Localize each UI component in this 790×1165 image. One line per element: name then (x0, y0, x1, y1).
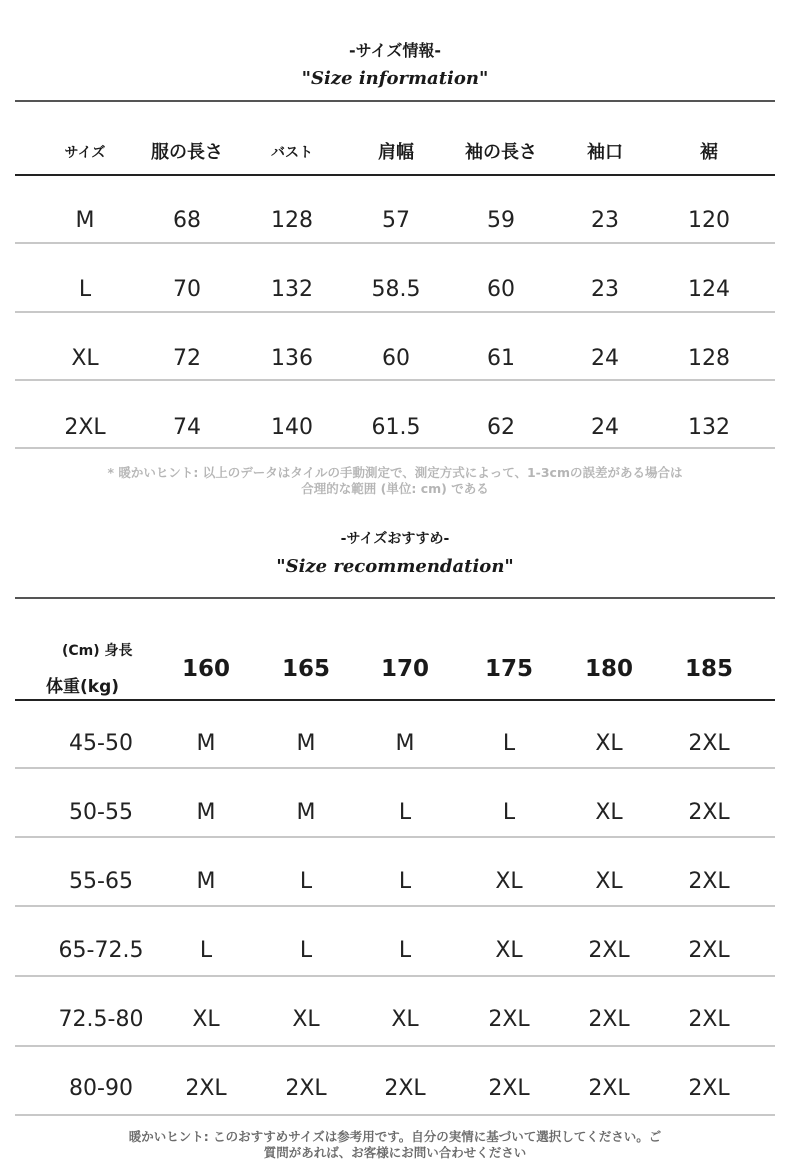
cell: 68 (173, 208, 201, 233)
cell: 132 (688, 415, 730, 440)
cell: L (398, 869, 412, 894)
cell: 2XL (688, 1007, 730, 1032)
cell: 61.5 (371, 415, 421, 440)
weight-range: 72.5-80 (58, 1007, 144, 1032)
height-180: 180 (584, 656, 634, 682)
cell: XL (595, 731, 623, 756)
cell: 60 (487, 277, 515, 302)
table-row (15, 339, 775, 379)
cell: 23 (591, 208, 619, 233)
cell: 24 (591, 346, 619, 371)
cell: 2XL (688, 800, 730, 825)
cell: XL (595, 869, 623, 894)
cell: L (299, 869, 313, 894)
cell: 2XL (688, 731, 730, 756)
cell: 2XL (588, 1007, 630, 1032)
cell: 132 (271, 277, 313, 302)
height-185: 185 (684, 656, 734, 682)
divider (15, 447, 775, 449)
cell: XL (71, 346, 99, 371)
cell: 2XL (64, 415, 106, 440)
cell: XL (391, 1007, 419, 1032)
size-info-note-line1: * 暖かいヒント: 以上のデータはタイルの手動測定で、測定方式によって、1-3cmの誤差がある場合は (107, 465, 683, 480)
cell: 136 (271, 346, 313, 371)
table-row (15, 931, 775, 971)
cell: 120 (688, 208, 730, 233)
cell: 24 (591, 415, 619, 440)
recommend-note-line1: 暖かいヒント: このおすすめサイズは参考用です。自分の実情に基づいて選択してください。ご (128, 1129, 662, 1144)
height-175: 175 (484, 656, 534, 682)
recommend-header-row (15, 649, 775, 689)
divider (15, 311, 775, 313)
cell: 61 (487, 346, 515, 371)
cell: XL (595, 800, 623, 825)
size-info-note-line2: 合理的な範囲 (単位: cm) である (301, 481, 489, 496)
header-size: サイズ (64, 145, 106, 161)
table-row (15, 201, 775, 241)
cell: M (196, 869, 216, 894)
size-info-header-row (15, 133, 775, 173)
divider (15, 905, 775, 907)
cell: M (75, 208, 95, 233)
cell: 62 (487, 415, 515, 440)
table-row (15, 862, 775, 902)
cell: M (296, 800, 316, 825)
cell: 2XL (588, 938, 630, 963)
divider (15, 379, 775, 381)
divider (15, 1045, 775, 1047)
cell: 2XL (688, 869, 730, 894)
recommend-title-jp: -サイズおすすめ- (340, 531, 450, 547)
table-row (15, 724, 775, 764)
cell: XL (292, 1007, 320, 1032)
header-bust: バスト (271, 145, 313, 161)
cell: L (502, 800, 516, 825)
cell: L (502, 731, 516, 756)
size-info-title-en: "Size information" (301, 68, 489, 89)
header-cuff: 袖口 (587, 142, 623, 163)
corner-weight-label: 体重(kg) (46, 677, 120, 697)
cell: L (398, 800, 412, 825)
divider (15, 242, 775, 244)
cell: M (196, 731, 216, 756)
cell: M (296, 731, 316, 756)
table-row (15, 1000, 775, 1040)
cell: 124 (688, 277, 730, 302)
cell: XL (495, 869, 523, 894)
cell: 23 (591, 277, 619, 302)
height-165: 165 (281, 656, 331, 682)
cell: 2XL (588, 1076, 630, 1101)
table-row (15, 408, 775, 448)
cell: 57 (382, 208, 410, 233)
cell: 59 (487, 208, 515, 233)
cell: 2XL (488, 1007, 530, 1032)
divider (15, 597, 775, 599)
divider (15, 100, 775, 102)
height-160: 160 (181, 656, 231, 682)
weight-range: 45-50 (69, 731, 133, 756)
table-row (15, 270, 775, 310)
cell: 2XL (488, 1076, 530, 1101)
recommend-title-en: "Size recommendation" (276, 556, 514, 577)
cell: 128 (688, 346, 730, 371)
divider (15, 767, 775, 769)
weight-range: 80-90 (69, 1076, 133, 1101)
table-row (15, 793, 775, 833)
corner-height-label: (Cm) 身長 (62, 643, 133, 659)
cell: L (299, 938, 313, 963)
cell: L (78, 277, 92, 302)
cell: L (199, 938, 213, 963)
recommend-note-line2: 質問があれば、お客様にお問い合わせください (263, 1145, 527, 1160)
weight-range: 65-72.5 (58, 938, 144, 963)
table-row (15, 1069, 775, 1109)
cell: 2XL (384, 1076, 426, 1101)
cell: 70 (173, 277, 201, 302)
cell: 60 (382, 346, 410, 371)
cell: 128 (271, 208, 313, 233)
weight-range: 50-55 (69, 800, 133, 825)
header-length: 服の長さ (151, 142, 223, 163)
cell: L (398, 938, 412, 963)
cell: 140 (271, 415, 313, 440)
cell: 72 (173, 346, 201, 371)
header-sleeve-length: 袖の長さ (465, 142, 537, 163)
cell: M (196, 800, 216, 825)
cell: M (395, 731, 415, 756)
cell: 58.5 (371, 277, 421, 302)
divider (15, 836, 775, 838)
cell: 2XL (688, 938, 730, 963)
header-shoulder: 肩幅 (378, 142, 414, 163)
header-hem: 裾 (700, 142, 718, 163)
divider (15, 699, 775, 701)
divider (15, 1114, 775, 1116)
height-170: 170 (380, 656, 430, 682)
divider (15, 174, 775, 176)
cell: XL (495, 938, 523, 963)
cell: 2XL (185, 1076, 227, 1101)
divider (15, 975, 775, 977)
cell: 74 (173, 415, 201, 440)
cell: XL (192, 1007, 220, 1032)
cell: 2XL (688, 1076, 730, 1101)
cell: 2XL (285, 1076, 327, 1101)
size-info-title-jp: -サイズ情報- (348, 41, 441, 60)
weight-range: 55-65 (69, 869, 133, 894)
